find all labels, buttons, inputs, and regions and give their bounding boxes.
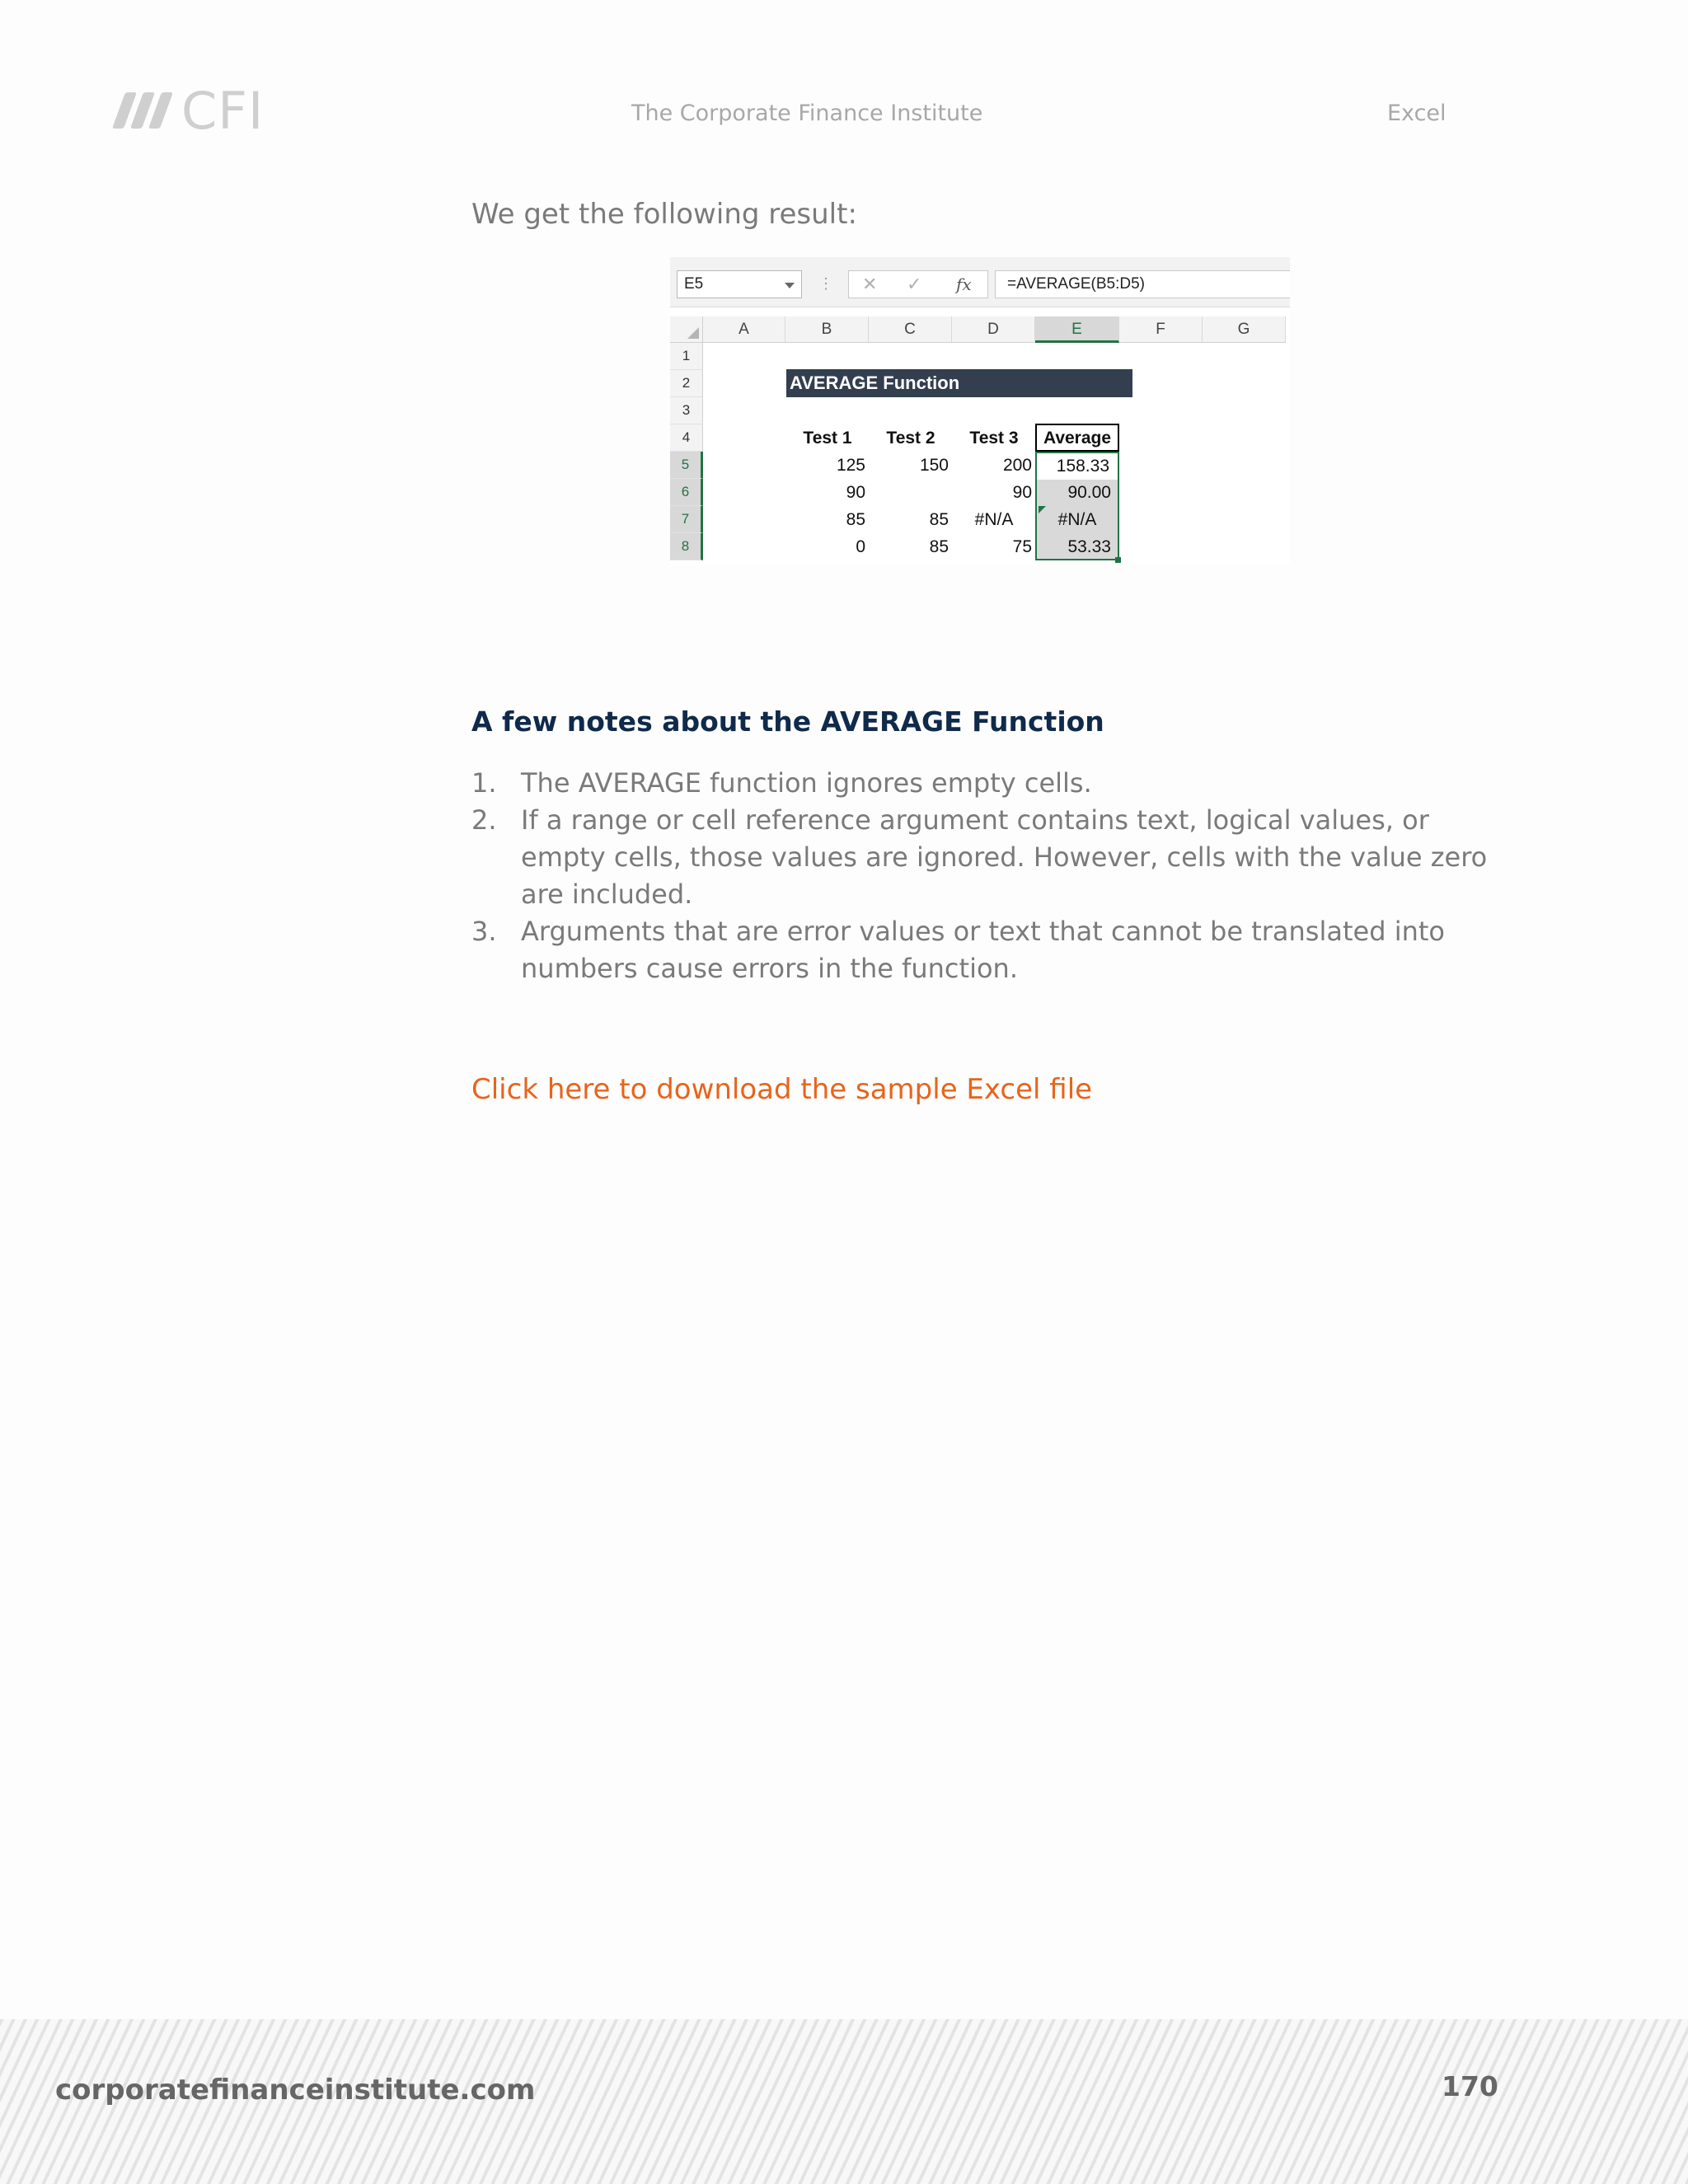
header-title: The Corporate Finance Institute xyxy=(631,101,983,126)
list-item xyxy=(471,765,1493,802)
selection-outline xyxy=(1035,452,1119,560)
select-all-corner xyxy=(670,316,703,343)
name-box-value: E5 xyxy=(684,275,704,293)
enter-icon: ✓ xyxy=(907,274,922,294)
column-header-g: G xyxy=(1203,316,1286,343)
header-test-1: Test 1 xyxy=(803,429,852,448)
cell-c8: 85 xyxy=(929,537,949,556)
name-box xyxy=(677,270,802,298)
list-item xyxy=(471,802,1493,913)
footer-website: corporatefinanceinstitute.com xyxy=(55,2074,536,2107)
cell-d5: 200 xyxy=(1002,456,1032,475)
header-average: Average xyxy=(1043,429,1112,448)
sheet-title: AVERAGE Function xyxy=(786,369,1132,397)
column-header-c: C xyxy=(869,316,952,343)
page-number: 170 xyxy=(1442,2070,1498,2102)
list-item xyxy=(471,913,1493,987)
cell-d6: 90 xyxy=(1012,483,1032,502)
list-text: The AVERAGE function ignores empty cells. xyxy=(521,767,1092,799)
page-footer xyxy=(0,2019,1688,2184)
cell-c5: 150 xyxy=(919,456,949,475)
row-header-1: 1 xyxy=(670,343,703,370)
download-sample-link[interactable]: Click here to download the sample Excel file xyxy=(471,1073,1093,1106)
insert-function-icon: fx xyxy=(956,274,972,294)
row-header-2: 2 xyxy=(670,370,703,397)
cell-e7: #N/A xyxy=(1057,510,1097,529)
column-header-e: E xyxy=(1035,316,1119,343)
column-header-d: D xyxy=(952,316,1035,343)
cell-d8: 75 xyxy=(1012,537,1032,556)
cancel-icon: ✕ xyxy=(862,274,878,294)
row-header-3: 3 xyxy=(670,397,703,424)
intro-text: We get the following result: xyxy=(471,198,857,231)
cell-b8: 0 xyxy=(856,537,865,556)
cell-d7: #N/A xyxy=(974,510,1014,529)
cell-c7: 85 xyxy=(929,510,949,529)
cell-e5: 158.33 xyxy=(1037,452,1118,480)
cfi-logo xyxy=(114,82,270,140)
cell-b5: 125 xyxy=(836,456,865,475)
logo-wordmark: CFI xyxy=(181,81,265,141)
fill-handle xyxy=(1115,557,1121,563)
row-header-8: 8 xyxy=(670,533,703,560)
list-text: Arguments that are error values or text that cannot be translated into numbers cause errors in the function. xyxy=(521,916,1445,984)
header-test-3: Test 3 xyxy=(969,429,1019,448)
cell-e6: 90.00 xyxy=(1067,483,1111,502)
formula-buttons xyxy=(848,270,988,298)
row-header-7: 7 xyxy=(670,506,703,533)
chevron-down-icon xyxy=(785,283,795,288)
list-text: If a range or cell reference argument contains text, logical values, or empty cells, those values are ignored. However, cells with the value zero are included. xyxy=(521,804,1488,910)
excel-screenshot xyxy=(670,257,1290,564)
average-header-border xyxy=(1035,424,1119,452)
grip-dots-icon: ⋮ xyxy=(818,275,833,292)
list-number: 1. xyxy=(471,767,497,799)
notes-heading: A few notes about the AVERAGE Function xyxy=(471,705,1104,738)
cell-c6 xyxy=(870,479,952,506)
formula-bar xyxy=(670,257,1290,307)
row-header-5: 5 xyxy=(670,452,703,479)
formula-input: =AVERAGE(B5:D5) xyxy=(995,270,1290,298)
row-header-4: 4 xyxy=(670,424,703,452)
list-number: 2. xyxy=(471,804,497,836)
cell-e8: 53.33 xyxy=(1067,537,1111,556)
cell-b6: 90 xyxy=(846,483,865,502)
row-header-6: 6 xyxy=(670,479,703,506)
notes-list xyxy=(471,765,1493,987)
header-section: Excel xyxy=(1387,101,1447,126)
header-test-2: Test 2 xyxy=(886,429,935,448)
cell-b7: 85 xyxy=(846,510,865,529)
column-header-a: A xyxy=(703,316,785,343)
list-number: 3. xyxy=(471,916,497,947)
corner-triangle-icon xyxy=(687,327,699,339)
column-header-f: F xyxy=(1119,316,1203,343)
column-header-b: B xyxy=(785,316,869,343)
error-indicator-icon xyxy=(1039,506,1046,513)
